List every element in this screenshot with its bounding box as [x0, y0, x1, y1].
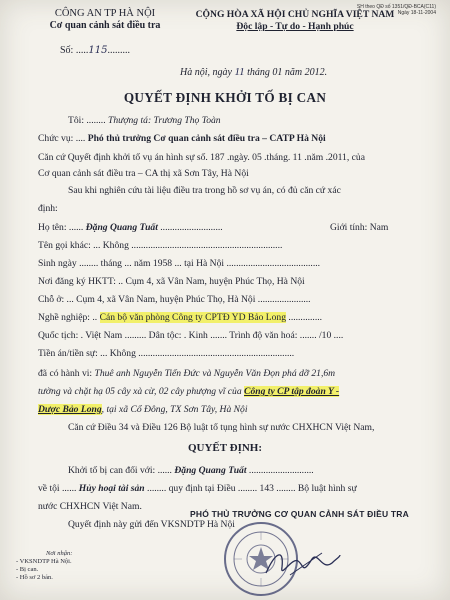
- decision-line1: Khởi tố bị can đối với: ...... Đặng Quang Tuất ...........................: [68, 465, 314, 476]
- job-value: Cán bộ văn phòng Công ty CPTĐ YD Bảo Long: [99, 312, 287, 323]
- recipient-item: - Hồ sơ 2 bản.: [16, 574, 53, 581]
- decision-article-label: quy định tại Điều: [168, 483, 236, 494]
- gender-label: Giới tính:: [330, 222, 368, 233]
- document-number-value: 115: [88, 45, 108, 56]
- birth-year: năm 1958: [133, 258, 173, 269]
- basis-line1: Căn cứ Quyết định khởi tố vụ án hình sự số. 187 .ngày. 05 .tháng. 11 .năm .2011, của: [38, 152, 365, 163]
- residence-line: Chỗ ở: ... Cụm 4, xã Vân Nam, huyện Phúc Thọ, Hà Nội ......................: [38, 294, 311, 305]
- issuer-rank-name: Thượng tá: Trương Thọ Toàn: [108, 115, 221, 126]
- act-description-1: Thuê anh Nguyễn Tiến Đức và Nguyễn Văn Đọn phá dỡ 21,6m: [94, 368, 336, 379]
- education-label: Trình độ văn hoá:: [229, 330, 298, 341]
- education-value: /10: [318, 330, 332, 341]
- act-location: , tại xã Cổ Đông, TX Sơn Tây, Hà Nội: [101, 404, 248, 415]
- form-number-line2: Ngày 18-11-2004: [397, 10, 436, 16]
- alias-label: Tên gọi khác:: [38, 240, 91, 251]
- republic-motto: Độc lập - Tự do - Hạnh phúc: [236, 21, 354, 32]
- birth-place-label: tại: [184, 258, 194, 269]
- recipient-item: - VKSNDTP Hà Nội.: [16, 558, 72, 565]
- decision-target-label: Khởi tố bị can đối với:: [68, 465, 156, 476]
- signature-icon: [262, 545, 342, 581]
- birth-month: tháng: [100, 258, 122, 269]
- agency-header: [30, 8, 180, 32]
- agency-name: CÔNG AN TP HÀ NỘI: [54, 8, 156, 19]
- ethnicity-value: Kinh: [188, 330, 208, 341]
- act-company-2: Dược Bảo Long: [38, 404, 102, 415]
- agency-division: Cơ quan cảnh sát điều tra: [49, 20, 161, 31]
- birth-place: Hà Nội: [196, 258, 225, 269]
- basis-line3: Sau khi nghiên cứu tài liệu điều tra trong hồ sơ vụ án, có đủ căn cứ xác: [68, 185, 341, 196]
- name-value: Đặng Quang Tuất: [85, 222, 158, 233]
- recipients: [16, 550, 72, 582]
- date-day: 11: [234, 66, 245, 78]
- date-prefix: Hà nội, ngày: [180, 67, 232, 78]
- form-number-line1: SH theo QĐ số 1351/QĐ-BCA(C11): [356, 4, 436, 10]
- legal-basis: Căn cứ Điều 34 và Điều 126 Bộ luật tố tụng hình sự nước CHXHCN Việt Nam,: [68, 422, 375, 433]
- gender-line: [330, 222, 388, 233]
- decision-target-name: Đặng Quang Tuất: [174, 465, 247, 476]
- decision-law: Bộ luật hình sự: [297, 483, 357, 494]
- republic-header: [180, 9, 410, 33]
- birth-label: Sinh ngày: [38, 258, 77, 269]
- record-label: Tiền án/tiền sự:: [38, 348, 98, 359]
- job-label: Nghề nghiệp:: [38, 312, 90, 323]
- signature-title: PHÓ THỦ TRƯỞNG CƠ QUAN CẢNH SÁT ĐIỀU TRA: [190, 509, 409, 519]
- date-month: tháng 01: [247, 67, 283, 78]
- basis-line4: định:: [38, 203, 58, 214]
- decision-crime: Hủy hoại tài sản: [78, 483, 145, 494]
- nationality-label: Quốc tịch:: [38, 330, 79, 341]
- hktt-value: Cụm 4, xã Vân Nam, huyện Phúc Thọ, Hà Nội: [125, 276, 305, 287]
- date-year: năm 2012.: [284, 67, 328, 78]
- gender-value: Nam: [369, 222, 389, 233]
- job-line: Nghề nghiệp: .. Cán bộ văn phòng Công ty CPTĐ YD Bảo Long ..............: [38, 312, 323, 323]
- position-value: Phó thủ trưởng Cơ quan cảnh sát điều tra – CATP Hà Nội: [87, 133, 326, 144]
- alias-value: Không: [102, 240, 129, 251]
- hktt-line: Nơi đăng ký HKTT: .. Cụm 4, xã Vân Nam, huyện Phúc Thọ, Hà Nội: [38, 276, 305, 287]
- act-description-2: tường và chặt hạ 05 cây xà cừ, 02 cây phượng vĩ của: [38, 386, 242, 397]
- document-number: Số: .....115.........: [60, 45, 130, 56]
- name-line: Họ tên: ...... Đặng Quang Tuất ..........................: [38, 222, 223, 233]
- residence-value: Cụm 4, xã Vân Nam, huyện Phúc Thọ, Hà Nội: [76, 294, 256, 305]
- ethnicity-label: Dân tộc:: [148, 330, 182, 341]
- nationality-value: Việt Nam: [85, 330, 123, 341]
- document-number-label: Số:: [60, 45, 74, 56]
- decision-article: 143: [259, 483, 274, 494]
- act-prefix: đã có hành vi:: [38, 368, 93, 379]
- act-line3: [38, 404, 248, 415]
- decision-heading: QUYẾT ĐỊNH:: [187, 442, 263, 454]
- record-line: Tiền án/tiền sự: ... Không .................................................................: [38, 348, 295, 359]
- position-label: Chức vụ:: [38, 133, 74, 144]
- alias-line: Tên gọi khác: ... Không ...............................................................: [38, 240, 283, 251]
- act-line2: [38, 386, 339, 397]
- decision-crime-label: về tội: [38, 483, 60, 494]
- document-title: QUYẾT ĐỊNH KHỞI TỐ BỊ CAN: [123, 90, 327, 105]
- nationality-line: Quốc tịch: . Việt Nam ......... Dân tộc: . Kinh ....... Trình độ văn hoá: ....... /10 ....: [38, 330, 344, 341]
- act-line1: [38, 368, 335, 379]
- position-line: Chức vụ: .... Phó thủ trưởng Cơ quan cảnh sát điều tra – CATP Hà Nội: [38, 133, 326, 144]
- recipients-heading: Nơi nhận:: [46, 550, 73, 557]
- decision-line3: nước CHXHCN Việt Nam.: [38, 501, 142, 512]
- act-company-1: Công ty CP tập đoàn Y -: [244, 386, 340, 397]
- name-label: Họ tên:: [38, 222, 67, 233]
- issue-date: [180, 66, 327, 78]
- record-value: Không: [109, 348, 136, 359]
- basis-line2: Cơ quan cảnh sát điều tra – CA thị xã Sơn Tây, Hà Nội: [38, 168, 249, 179]
- decision-line4: Quyết định này gửi đến VKSNDTP Hà Nội: [68, 519, 235, 530]
- recipient-item: - Bị can.: [16, 566, 39, 573]
- issuer-line: Tôi: ........ Thượng tá: Trương Thọ Toàn: [68, 115, 221, 126]
- issuer-label: Tôi:: [68, 115, 84, 126]
- decision-line2: về tội ...... Hủy hoại tài sản ........ quy định tại Điều ........ 143 ........ Bộ luật hình sự: [38, 483, 357, 494]
- birth-line: Sinh ngày ........ tháng ... năm 1958 ... tại Hà Nội .......................................: [38, 258, 321, 269]
- republic-name: CỘNG HÒA XÃ HỘI CHỦ NGHĨA VIỆT NAM: [195, 9, 395, 20]
- residence-label: Chỗ ở:: [38, 294, 65, 305]
- hktt-label: Nơi đăng ký HKTT:: [38, 276, 116, 287]
